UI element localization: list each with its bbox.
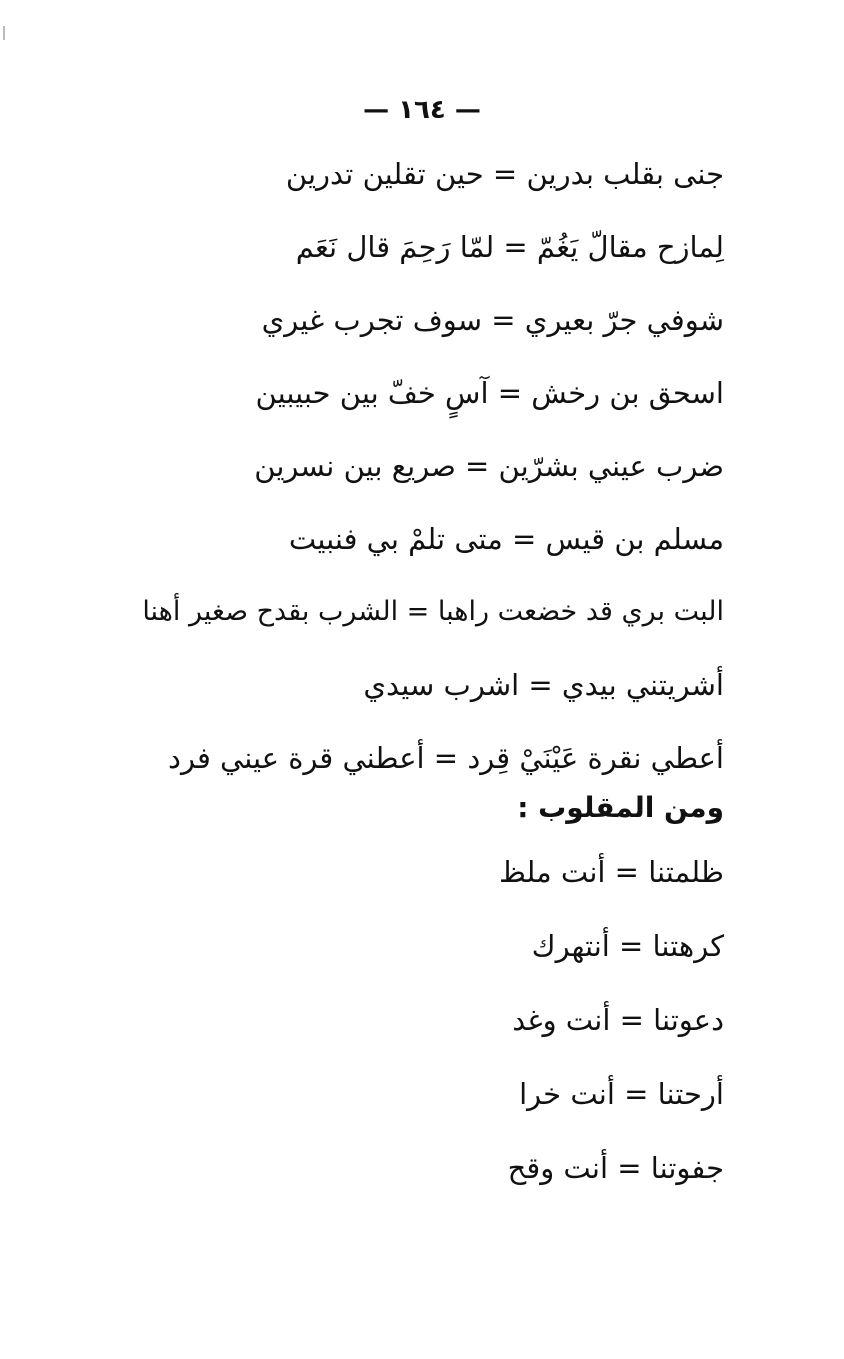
text-line: شوفي جرّ بعيري = سوف تجرب غيري [261, 303, 724, 337]
text-line: ضرب عيني بشرّين = صريع بين نسرين [254, 449, 724, 483]
text-line: جنى بقلب بدرين = حين تقلين تدرين [285, 157, 724, 191]
text-line: أعطي نقرة عَيْنَيْ قِرد = أعطني قرة عيني فرد [168, 741, 724, 775]
text-line: البت بري قد خضعت راهبا = الشرب بقدح صغير أهنا [142, 596, 724, 627]
reversed-line: كرهتنا = أنتهرك [531, 929, 724, 963]
margin-mark [3, 26, 5, 40]
reversed-line: ظلمتنا = أنت ملظ [498, 855, 724, 889]
text-line: لِمازح مقالّ يَغُمّ = لمّا رَحِمَ قال نَعَم [295, 230, 724, 264]
page-number: — ١٦٤ — [363, 95, 481, 125]
text-line: مسلم بن قيس = متى تلمْ بي فنبيت [288, 522, 724, 556]
reversed-lines [324, 846, 724, 1216]
pun-lines [84, 148, 724, 805]
text-line: أشريتني بيدي = اشرب سيدي [363, 668, 724, 702]
section-heading: ومن المقلوب : [517, 791, 724, 824]
reversed-line: دعوتنا = أنت وغد [512, 1003, 724, 1037]
reversed-line: أرحتنا = أنت خرا [519, 1077, 724, 1111]
text-line: اسحق بن رخش = آسٍ خفّ بين حبيبين [255, 376, 724, 410]
reversed-line: جفوتنا = أنت وقح [507, 1151, 724, 1185]
